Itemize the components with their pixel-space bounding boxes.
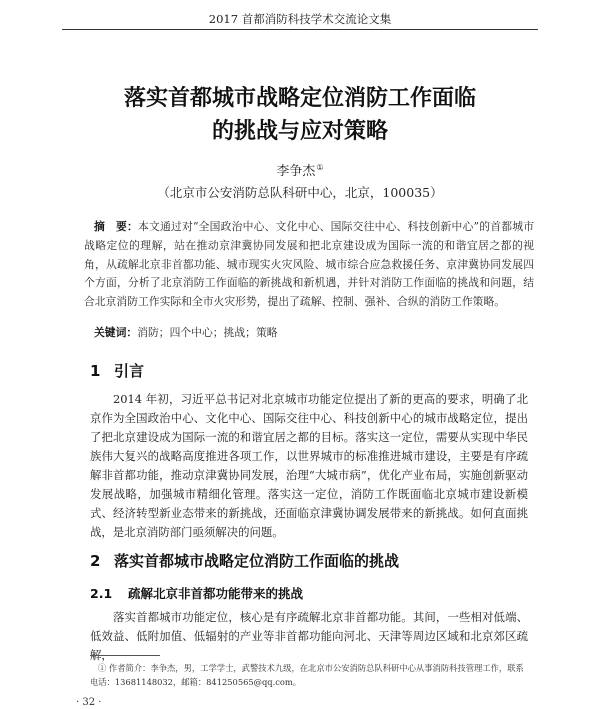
title-line-2: 的挑战与应对策略 (211, 119, 388, 144)
abstract-label: 摘 要： (94, 220, 138, 233)
abstract (84, 218, 534, 312)
section-1-number: 1 (90, 362, 101, 380)
subsection-2-1-heading (90, 584, 303, 602)
keywords (94, 325, 278, 340)
section-2-title: 落实首都城市战略定位消防工作面临的挑战 (114, 552, 400, 570)
author-footnote-mark: ① (316, 162, 324, 172)
section-2-number: 2 (90, 552, 101, 570)
section-1-paragraph: 2014 年初，习近平总书记对北京城市功能定位提出了新的更高的要求，明确了北京作为全国政治中心、文化中心、国际交往中心、科技创新中心的城市战略定位，提出了把北京建设成为国际一流的和谐宜居之都的目标。落实这一定位，需要从实现中华民族伟大复兴的战略高度推进各项工作，以世界城市的标准推进城市建设，主要是有序疏解非首都功能，推动京津冀协同发展，治理“大城市病”，优化产业布局，实施创新驱动发展战略，加强城市精细化管理。落实这一定位，消防工作既面临北京城市建设新模式、经济转型新业态带来的新挑战，还面临京津冀协调发展带来的新挑战。如何直面挑战，是北京消防部门亟须解决的问题。 (90, 392, 528, 539)
paper-title (40, 82, 560, 148)
section-1-title: 引言 (114, 362, 145, 380)
footnote-rule (90, 655, 160, 656)
author-footnote: ① 作者简介：李争杰，男，工学学士，武警技术九级，在北京市公安消防总队科研中心从事消防科技管理工作，联系电话：13681148032，邮箱：841250565@qq.com。 (90, 663, 524, 687)
subsection-2-1-title: 疏解北京非首都功能带来的挑战 (128, 586, 304, 601)
page-number: · 32 · (76, 697, 102, 708)
title-line-1: 落实首都城市战略定位消防工作面临 (123, 86, 476, 111)
subsection-2-1-paragraph: 落实首都城市功能定位，核心是有序疏解北京非首都功能。其间，一些相对低端、低效益、低附加值、低辐射的产业等非首都功能向河北、天津等周边区域和北京郊区疏解， (90, 610, 528, 662)
author-line (0, 160, 600, 179)
header-rule (62, 29, 538, 30)
keywords-label: 关键词： (94, 326, 138, 339)
subsection-2-1-number: 2.1 (90, 586, 113, 601)
keywords-text: 消防；四个中心；挑战；策略 (137, 326, 278, 339)
section-1-heading (90, 360, 144, 381)
running-header: 2017 首都消防科技学术交流论文集 (208, 12, 392, 26)
author-name: 李争杰 (276, 164, 316, 179)
author-affiliation: （北京市公安消防总队科研中心，北京，100035） (157, 185, 443, 200)
section-2-heading (90, 550, 399, 571)
abstract-text: 本文通过对“全国政治中心、文化中心、国际交往中心、科技创新中心”的首都城市战略定位的理解，站在推动京津冀协同发展和把北京建设成为国际一流的和谐宜居之都的视角，从疏解北京非首都功能、城市现实火灾风险、城市综合应急救援任务、京津冀协同发展四个方面，分析了北京消防工作面临的新挑战和新机遇，并针对消防工作面临的挑战和问题，结合北京消防工作实际和全市火灾形势，提出了疏解、控制、强补、合纵的消防工作策略。 (84, 220, 534, 309)
